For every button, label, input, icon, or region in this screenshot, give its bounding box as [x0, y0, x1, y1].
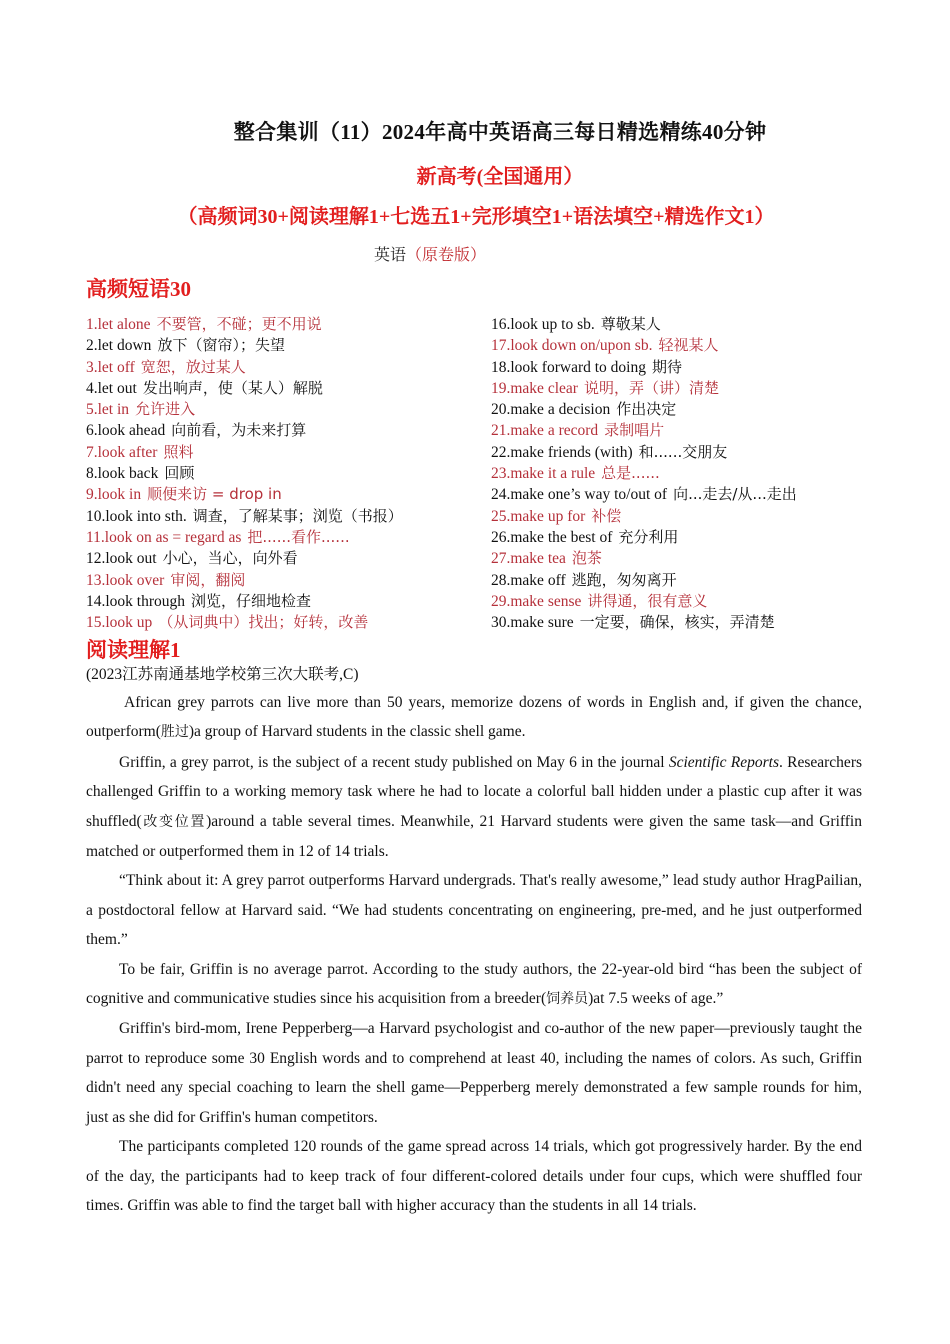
vocab-meaning: 作出决定 [616, 400, 677, 419]
text-run: )a group of Harvard students in the classic shell game. [188, 723, 526, 741]
vocab-item [86, 399, 486, 420]
vocab-meaning: 尊敬某人 [600, 315, 661, 333]
vocab-item [86, 484, 486, 505]
vocab-phrase: 20.make a decision [491, 401, 611, 419]
vocab-phrase: 7.look after [86, 443, 158, 461]
vocab-meaning: 轻视某人 [658, 336, 719, 355]
vocab-column-right [491, 314, 881, 633]
vocab-item [86, 463, 486, 484]
vocab-heading: 高频短语30 [86, 277, 191, 301]
vocab-phrase: 3.let off [86, 358, 135, 376]
vocab-phrase: 16.look up to sb. [491, 316, 595, 333]
vocab-meaning: 补偿 [591, 506, 622, 525]
vocab-meaning: 审阅，翻阅 [170, 570, 246, 589]
vocab-meaning: 向前看，为未来打算 [171, 421, 307, 440]
vocab-meaning: 期待 [651, 357, 682, 376]
vocab-phrase: 1.let alone [86, 316, 151, 333]
vocab-phrase: 11.look on as = regard as [86, 528, 242, 546]
paragraph-4 [86, 955, 862, 1015]
vocab-meaning: 逃跑，匆匆离开 [571, 570, 677, 589]
vocab-phrase: 15.look up [86, 614, 153, 632]
paragraph-2 [86, 748, 862, 867]
vocab-meaning: 和......交朋友 [638, 442, 728, 461]
vocab-meaning: 顺便来访 = drop in [147, 485, 282, 504]
reading-source: (2023江苏南通基地学校第三次大联考,C) [86, 666, 359, 683]
vocab-meaning: 总是...... [601, 464, 660, 483]
vocab-meaning: 浏览，仔细地检查 [191, 591, 312, 610]
subject-label: 英语 [373, 247, 406, 264]
vocab-meaning: 充分利用 [618, 527, 679, 546]
vocab-phrase: 21.make a record [491, 422, 599, 440]
paragraph-3: “Think about it: A grey parrot outperforms Harvard undergrads. That's really awesome,” lead study author HragPailian, a postdoctoral fellow at Harvard said. “We had students concentrating on engineering, pre-med, and he just outperformed them.” [86, 872, 862, 949]
vocab-item [86, 612, 486, 633]
document-contents-line: （高频词30+阅读理解1+七选五1+完形填空1+语法填空+精选作文1） [177, 206, 775, 228]
vocab-meaning: 不要管，不碰；更不用说 [156, 315, 322, 333]
vocab-phrase: 8.look back [86, 465, 159, 483]
reading-passage [86, 688, 862, 1220]
vocab-meaning: 泡茶 [571, 549, 602, 568]
vocab-meaning: 宽恕，放过某人 [140, 357, 246, 376]
vocab-phrase: 23.make it a rule [491, 465, 596, 483]
vocab-phrase: 12.look out [86, 550, 157, 568]
vocab-item [86, 548, 486, 569]
vocab-item [491, 548, 881, 569]
vocab-phrase: 13.look over [86, 571, 165, 589]
vocab-meaning: 一定要，确保，核实，弄清楚 [579, 613, 775, 632]
vocab-item [491, 357, 881, 378]
document-subtitle: 新高考(全国通用） [416, 166, 584, 188]
paragraph-1 [86, 688, 862, 748]
vocab-phrase: 2.let down [86, 337, 152, 355]
vocab-phrase: 25.make up for [491, 507, 586, 525]
gloss: 饲养员 [546, 991, 589, 1008]
vocab-phrase: 28.make off [491, 571, 566, 589]
text-run: Griffin, a grey parrot, is the subject of a recent study published on May 6 in the journal [119, 753, 669, 771]
vocab-item [491, 420, 881, 441]
vocab-meaning: 把......看作...... [247, 527, 350, 546]
paragraph-5: Griffin's bird-mom, Irene Pepperberg—a Harvard psychologist and co-author of the new paper—previously taught the parrot to reproduce some 30 English words and to comprehend at least 40, including the names of colors. As such, Griffin didn't need any special coaching to learn the shell game—Pepperberg merely demonstrated a few sample rounds for him, just as she did for Griffin's human competitors. [86, 1020, 862, 1126]
vocab-item [86, 591, 486, 612]
text-run: To be fair, Griffin is no average parrot. According to the study authors, the 22-year-old bird “has been the subject of cognitive and communicative studies since his acquisition from a breeder( [86, 960, 862, 1008]
vocab-phrase: 17.look down on/upon sb. [491, 337, 653, 355]
vocab-phrase: 9.look in [86, 486, 142, 504]
vocab-phrase: 24.make one’s way to/out of [491, 486, 668, 504]
vocab-item [491, 378, 881, 399]
vocab-phrase: 27.make tea [491, 550, 566, 568]
paragraph-6: The participants completed 120 rounds of the game spread across 14 trials, which got progressively harder. By the end of the day, the participants had to keep track of four different-colored details under four cups, which were shuffled four times. Griffin was able to find the target ball with higher accuracy than the students in all 14 trials. [86, 1138, 862, 1214]
document-title: 整合集训（11）2024年高中英语高三每日精选精练40分钟 [233, 120, 767, 144]
vocab-phrase: 29.make sense [491, 592, 582, 610]
vocab-phrase: 18.look forward to doing [491, 358, 646, 376]
vocab-item [491, 314, 881, 335]
vocab-meaning: 小心，当心，向外看 [162, 549, 298, 568]
vocab-phrase: 30.make sure [491, 614, 574, 632]
vocab-meaning: 发出响声，使（某人）解脱 [142, 378, 323, 397]
vocab-item [491, 335, 881, 356]
vocab-phrase: 5.let in [86, 401, 130, 419]
vocab-phrase: 6.look ahead [86, 422, 166, 440]
journal-name: Scientific Reports [668, 753, 779, 771]
vocab-item [491, 527, 881, 548]
text-run: . Researchers challenged Griffin to a working memory task where he had to locate a colorful ball hidden under a plastic cup after it was shuffled( [86, 753, 863, 830]
vocab-phrase: 26.make the best of [491, 528, 613, 546]
vocab-item [491, 612, 881, 633]
text-run: )around a table several times. Meanwhile, 21 Harvard students were given the same task—and Griffin matched or outperformed them in 12 of 14 trials. [86, 812, 862, 861]
vocab-item [491, 591, 881, 612]
vocab-meaning: 回顾 [164, 464, 195, 483]
vocab-meaning: 放下（窗帘）；失望 [157, 336, 285, 355]
vocab-item [86, 442, 486, 463]
gloss: 胜过 [160, 724, 189, 741]
vocab-item [86, 378, 486, 399]
vocab-item [491, 484, 881, 505]
version-label: （原卷版） [406, 247, 487, 264]
vocab-meaning: 向...走去/从...走出 [673, 485, 797, 504]
vocab-meaning: 说明，弄（讲）清楚 [583, 378, 719, 397]
subject-line [350, 242, 510, 265]
vocab-column-left [86, 314, 486, 633]
vocab-item [86, 570, 486, 591]
vocab-item [86, 357, 486, 378]
vocab-phrase: 19.make clear [491, 379, 578, 397]
vocab-item [86, 506, 486, 527]
vocab-item [491, 399, 881, 420]
gloss: 改变位置 [141, 813, 207, 830]
vocab-item [491, 506, 881, 527]
vocab-meaning: 录制唱片 [604, 421, 665, 440]
reading-heading: 阅读理解1 [86, 638, 181, 662]
text-run: )at 7.5 weeks of age.” [588, 990, 724, 1008]
vocab-item [491, 570, 881, 591]
vocab-phrase: 10.look into sth. [86, 507, 187, 525]
vocab-item [491, 442, 881, 463]
vocab-meaning: 调查，了解某事；浏览（书报） [192, 506, 403, 525]
vocab-phrase: 4.let out [86, 379, 137, 397]
vocab-item [86, 314, 486, 335]
vocab-meaning: 讲得通，很有意义 [587, 591, 708, 610]
vocab-item [491, 463, 881, 484]
text-run: African grey parrots can live more than 50 years, memorize dozens of words in English and, if given the chance, outperform( [86, 694, 862, 741]
vocab-phrase: 22.make friends (with) [491, 443, 633, 461]
vocab-item [86, 527, 486, 548]
vocab-item [86, 335, 486, 356]
vocab-phrase: 14.look through [86, 592, 186, 610]
vocab-meaning: 允许进入 [135, 400, 196, 419]
vocab-item [86, 420, 486, 441]
vocab-meaning: （从词典中）找出；好转，改善 [158, 613, 369, 632]
vocab-meaning: 照料 [163, 442, 194, 461]
